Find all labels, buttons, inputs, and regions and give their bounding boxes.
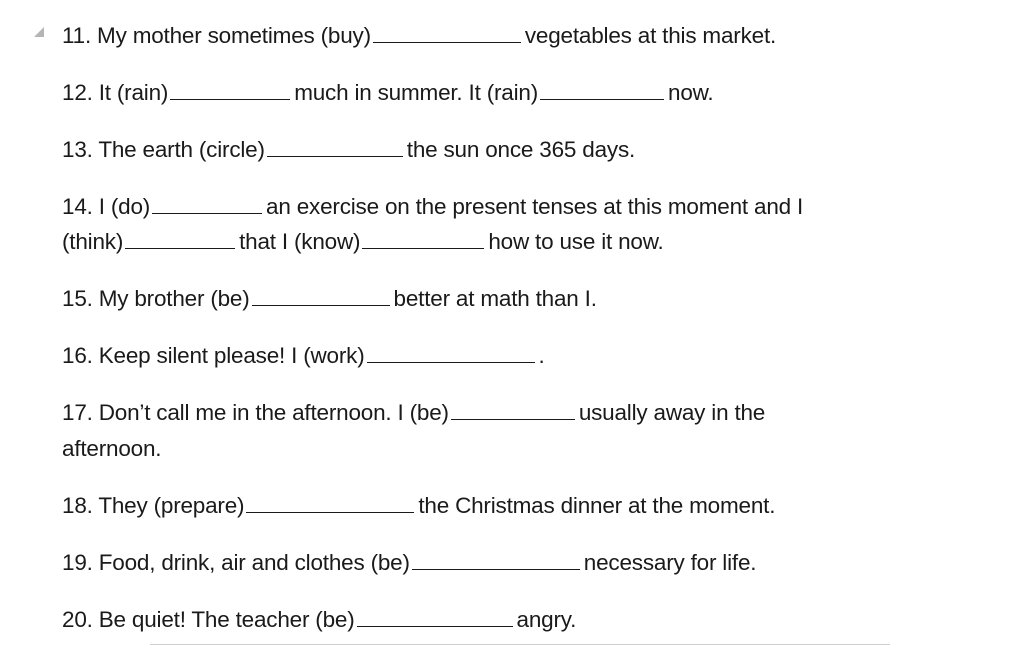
exercise-11 xyxy=(62,22,776,50)
exercise-text: 20. Be quiet! The teacher (be) xyxy=(62,607,355,632)
exercise-17-line-2 xyxy=(62,435,161,463)
exercise-14-line-2 xyxy=(62,228,664,256)
exercise-14-line-1 xyxy=(62,193,803,221)
exercise-text: (think) xyxy=(62,229,124,254)
exercise-12 xyxy=(62,79,714,107)
exercise-text: how to use it now. xyxy=(488,229,664,254)
exercise-text: much in summer. It (rain) xyxy=(294,80,538,105)
exercise-text: 16. Keep silent please! I (work) xyxy=(62,343,365,368)
exercise-20 xyxy=(62,606,576,634)
exercise-text: usually away in the xyxy=(578,400,766,425)
answer-blank[interactable] xyxy=(252,285,390,306)
exercise-text: that I (know) xyxy=(239,229,361,254)
answer-blank[interactable] xyxy=(373,22,521,43)
answer-blank[interactable] xyxy=(451,399,575,420)
answer-blank[interactable] xyxy=(170,79,290,100)
answer-blank[interactable] xyxy=(367,342,535,363)
exercise-text: better at math than I. xyxy=(393,286,597,311)
answer-blank[interactable] xyxy=(125,228,235,249)
exercise-17-line-1 xyxy=(62,399,765,427)
exercise-text: necessary for life. xyxy=(583,550,757,575)
exercise-text: vegetables at this market. xyxy=(524,23,777,48)
exercise-text: the Christmas dinner at the moment. xyxy=(418,493,776,518)
answer-blank[interactable] xyxy=(362,228,484,249)
exercise-text: . xyxy=(538,343,545,368)
exercise-text: 19. Food, drink, air and clothes (be) xyxy=(62,550,410,575)
answer-blank[interactable] xyxy=(246,492,414,513)
exercise-text: 11. My mother sometimes (buy) xyxy=(62,23,371,48)
exercise-text: 15. My brother (be) xyxy=(62,286,250,311)
exercise-text: 17. Don’t call me in the afternoon. I (be) xyxy=(62,400,449,425)
collapse-triangle-icon[interactable] xyxy=(34,27,44,37)
bottom-divider xyxy=(150,644,890,645)
exercise-text: angry. xyxy=(516,607,577,632)
exercise-text: now. xyxy=(668,80,714,105)
exercise-text: an exercise on the present tenses at this moment and I xyxy=(266,194,804,219)
exercise-text: 14. I (do) xyxy=(62,194,151,219)
exercise-15 xyxy=(62,285,597,313)
exercise-text: 18. They (prepare) xyxy=(62,493,245,518)
exercise-text: afternoon. xyxy=(62,436,162,461)
exercise-19 xyxy=(62,549,756,577)
exercise-13 xyxy=(62,136,635,164)
exercise-text: 12. It (rain) xyxy=(62,80,169,105)
exercise-text: 13. The earth (circle) xyxy=(62,137,265,162)
answer-blank[interactable] xyxy=(267,136,403,157)
answer-blank[interactable] xyxy=(357,606,513,627)
exercise-18 xyxy=(62,492,775,520)
answer-blank[interactable] xyxy=(412,549,580,570)
exercise-text: the sun once 365 days. xyxy=(406,137,636,162)
answer-blank[interactable] xyxy=(540,79,664,100)
exercise-16 xyxy=(62,342,545,370)
answer-blank[interactable] xyxy=(152,193,262,214)
